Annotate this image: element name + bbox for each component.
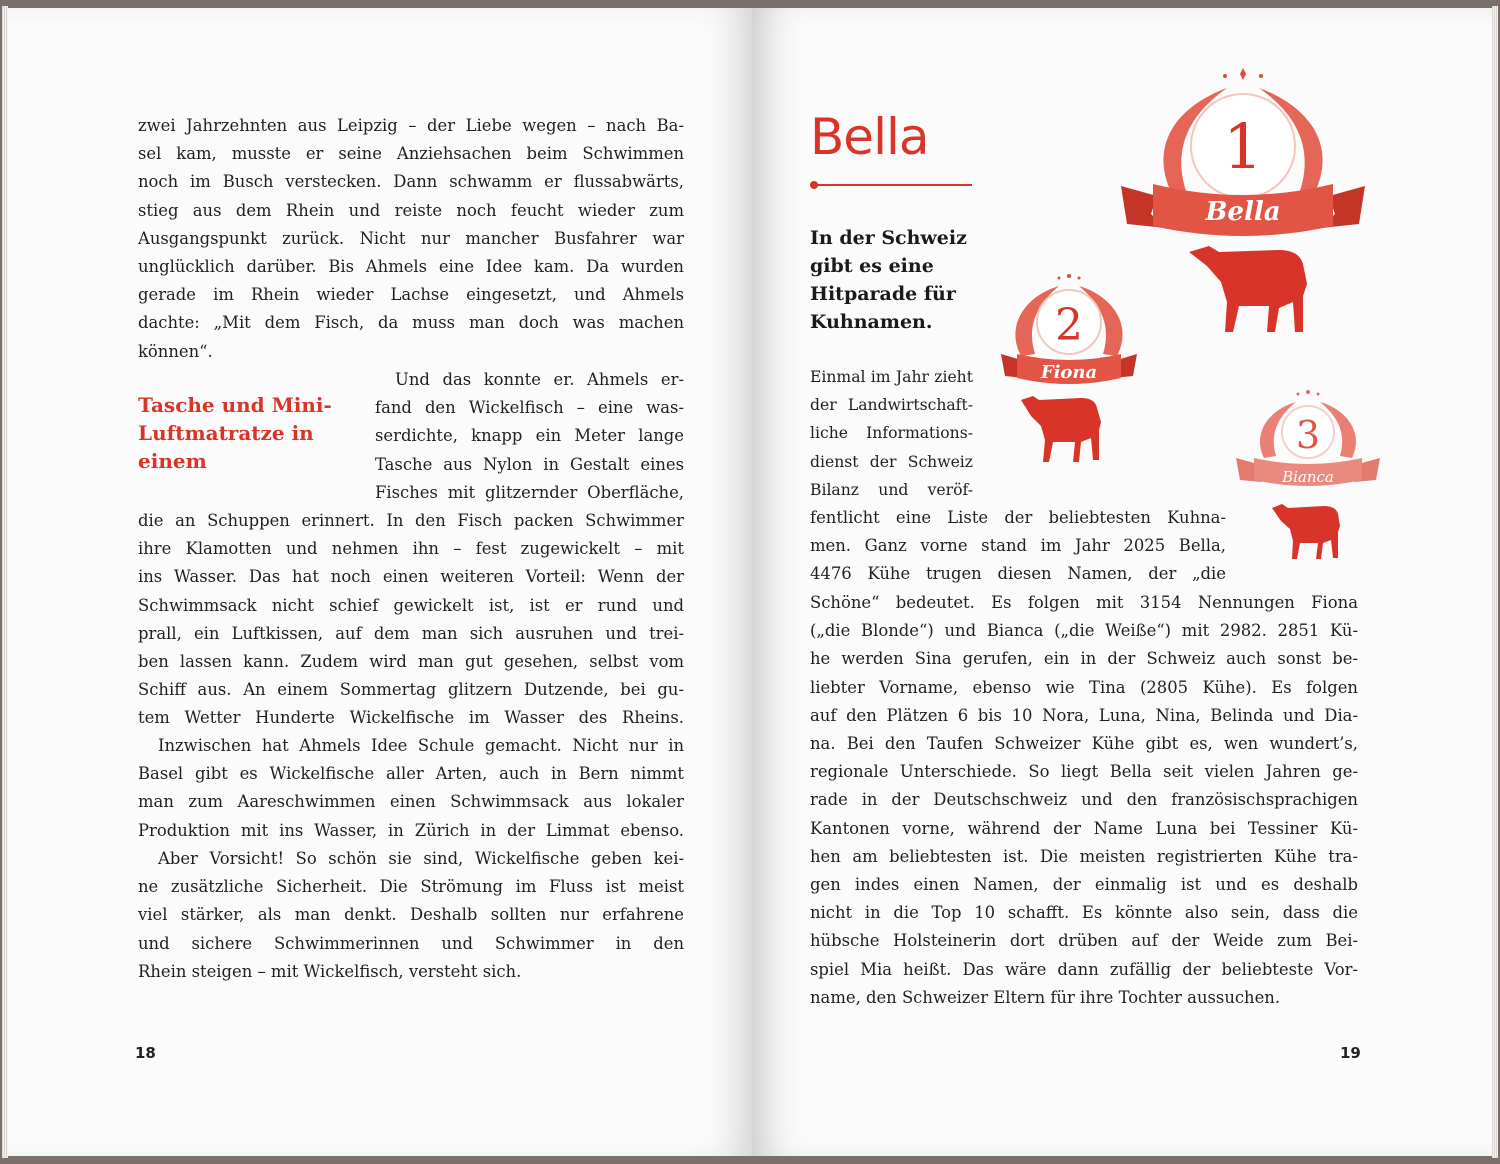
text-line: noch im Busch verstecken. Dann schwamm er flussabwärts, [138, 172, 684, 192]
text-line: können“. [138, 341, 213, 361]
rank-2-badge [999, 270, 1139, 484]
text-line: Und das konnte er. Ahmels er- [395, 370, 684, 389]
text-line: („die Blonde“) und Bianca („die Weiße“) mit 2982. 2851 Kü- [810, 621, 1358, 641]
text-line: viel stärker, als man denkt. Deshalb sollten nur erfahrene [138, 905, 684, 925]
text-line: Basel gibt es Wickelfische aller Arten, auch in Bern nimmt [138, 764, 684, 784]
right-page [752, 8, 1492, 1156]
rank-2-number: 2 [1055, 300, 1083, 351]
text-line: und sichere Schwimmerinnen und Schwimmer in den [138, 933, 684, 953]
text-line: name, den Schweizer Eltern für ihre Tochter aussuchen. [810, 987, 1281, 1007]
text-line: rade in der Deutschschweiz und den französischsprachigen [810, 790, 1358, 810]
text-line: spiel Mia heißt. Das wäre dann zufällig der beliebteste Vor- [810, 959, 1358, 979]
chapter-title: Bella [810, 108, 929, 166]
text-line: Bilanz und veröf- [810, 480, 973, 499]
text-line: ne zusätzliche Sicherheit. Die Strömung im Fluss ist meist [138, 877, 684, 897]
text-line: liche Informations- [810, 424, 973, 443]
page-edge-right [1492, 6, 1498, 1158]
text-line: unglücklich darüber. Bis Ahmels eine Idee kam. Da wurden [138, 257, 684, 277]
text-line: zwei Jahrzehnten aus Leipzig – der Liebe wegen – nach Ba- [138, 116, 684, 135]
rank-3-badge [1234, 386, 1384, 572]
text-line: Schiff aus. An einem Sommertag glitzern Dutzende, bei gu- [138, 680, 684, 700]
text-line: Ausgangspunkt zurück. Nicht nur mancher Busfahrer war [138, 228, 684, 248]
rank-1-badge [1117, 56, 1369, 336]
text-line: serdichte, knapp ein Meter lange [375, 426, 684, 446]
text-line: Inzwischen hat Ahmels Idee Schule gemacht. Nicht nur in [158, 736, 684, 755]
rank-1-number: 1 [1223, 110, 1263, 183]
paragraph-2-wrapped [375, 366, 684, 507]
text-line: Rhein steigen – mit Wickelfisch, versteht sich. [138, 961, 522, 981]
text-line: na. Bei den Taufen Schweizer Kühe gibt es, wen wundert’s, [810, 734, 1358, 754]
text-line: stieg aus dem Rhein und reiste noch feucht wieder zum [138, 200, 684, 220]
text-line: he werden Sina gerufen, ein in der Schweiz auch sonst be- [810, 649, 1358, 669]
text-line: nicht in die Top 10 schafft. Es könnte also sein, dass die [810, 903, 1358, 923]
title-rule [812, 184, 972, 186]
text-line: ben lassen kann. Zudem wird man gut gesehen, selbst vom [138, 652, 684, 672]
paragraph-narrow [810, 363, 973, 504]
cow-icon [1021, 396, 1101, 462]
paragraph-3 [138, 732, 684, 845]
text-line: gen indes einen Namen, der einmalig ist und es deshalb [810, 875, 1358, 895]
text-line: prall, ein Luftkissen, auf dem man sich ausruhen und trei- [138, 623, 684, 643]
paragraph-4 [138, 845, 684, 986]
text-line: man zum Aareschwimmen einen Schwimmsack aus lokaler [138, 792, 684, 812]
page-number-left: 18 [135, 1044, 156, 1062]
text-line: Schwimmsack nicht schief gewickelt ist, ist er rund und [138, 595, 684, 615]
rank-3-name: Bianca [1282, 468, 1334, 486]
text-line: men. Ganz vorne stand im Jahr 2025 Bella, [810, 536, 1226, 556]
rank-1-name: Bella [1205, 197, 1281, 227]
text-line: gerade im Rhein wieder Lachse eingesetzt, und Ahmels [138, 285, 684, 305]
text-line: ins Wasser. Das hat noch einen weiteren Vorteil: Wenn der [138, 567, 684, 587]
rank-2-name: Fiona [1040, 362, 1098, 383]
left-page [8, 8, 752, 1156]
text-line: Produktion mit ins Wasser, in Zürich in der Limmat ebenso. [138, 820, 684, 840]
text-line: Aber Vorsicht! So schön sie sind, Wickelfische geben kei- [158, 849, 684, 868]
text-line: Schöne“ bedeutet. Es folgen mit 3154 Nennungen Fiona [810, 593, 1358, 612]
text-line: 4476 Kühe trugen diesen Namen, der „die [810, 564, 1226, 584]
paragraph-1 [138, 112, 684, 366]
text-line: Tasche aus Nylon in Gestalt eines [375, 454, 684, 474]
text-line: hen am beliebtesten ist. Die meisten registrierten Kühe tra- [810, 846, 1358, 866]
text-line: die an Schuppen erinnert. In den Fisch packen Schwimmer [138, 511, 684, 530]
paragraph-full [810, 589, 1358, 1012]
cow-icon [1272, 504, 1340, 559]
text-line: regionale Unterschiede. So liegt Bella seit vielen Jahren ge- [810, 762, 1358, 782]
text-line: tem Wetter Hunderte Wickelfische im Wasser des Rheins. [138, 708, 684, 728]
text-line: Fisches mit glitzernder Oberfläche, [375, 482, 684, 502]
cow-icon [1189, 246, 1307, 332]
text-line: auf den Plätzen 6 bis 10 Nora, Luna, Nina, Belinda und Dia- [810, 705, 1358, 725]
text-line: der Landwirtschaft- [810, 396, 973, 415]
text-line: fand den Wickelfisch – eine was- [375, 398, 684, 418]
paragraph-2 [138, 507, 684, 733]
rank-3-number: 3 [1295, 413, 1321, 457]
text-line: Kantonen vorne, während der Name Luna bei Tessiner Kü- [810, 818, 1358, 838]
text-line: dienst der Schweiz [810, 452, 973, 471]
text-line: sel kam, musste er seine Anziehsachen beim Schwimmen [138, 144, 684, 164]
text-line: ihre Klamotten und nehmen ihn – fest zugewickelt – mit [138, 539, 684, 559]
side-heading: Tasche und Mini-Luftmatratze in einem [138, 393, 332, 473]
text-line: Einmal im Jahr zieht [810, 368, 973, 386]
lead-text: In der Schweiz gibt es eine Hitparade für Kuhnamen. [810, 227, 967, 333]
text-line: fentlicht eine Liste der beliebtesten Kuhna- [810, 508, 1226, 527]
text-line: liebter Vorname, ebenso wie Tina (2805 Kühe). Es folgen [810, 677, 1358, 697]
page-number-right: 19 [1340, 1044, 1361, 1062]
text-line: hübsche Holsteinerin dort drüben auf der Weide zum Bei- [810, 931, 1358, 951]
text-line: dachte: „Mit dem Fisch, da muss man doch was machen [138, 313, 684, 333]
paragraph-medium [810, 504, 1226, 589]
